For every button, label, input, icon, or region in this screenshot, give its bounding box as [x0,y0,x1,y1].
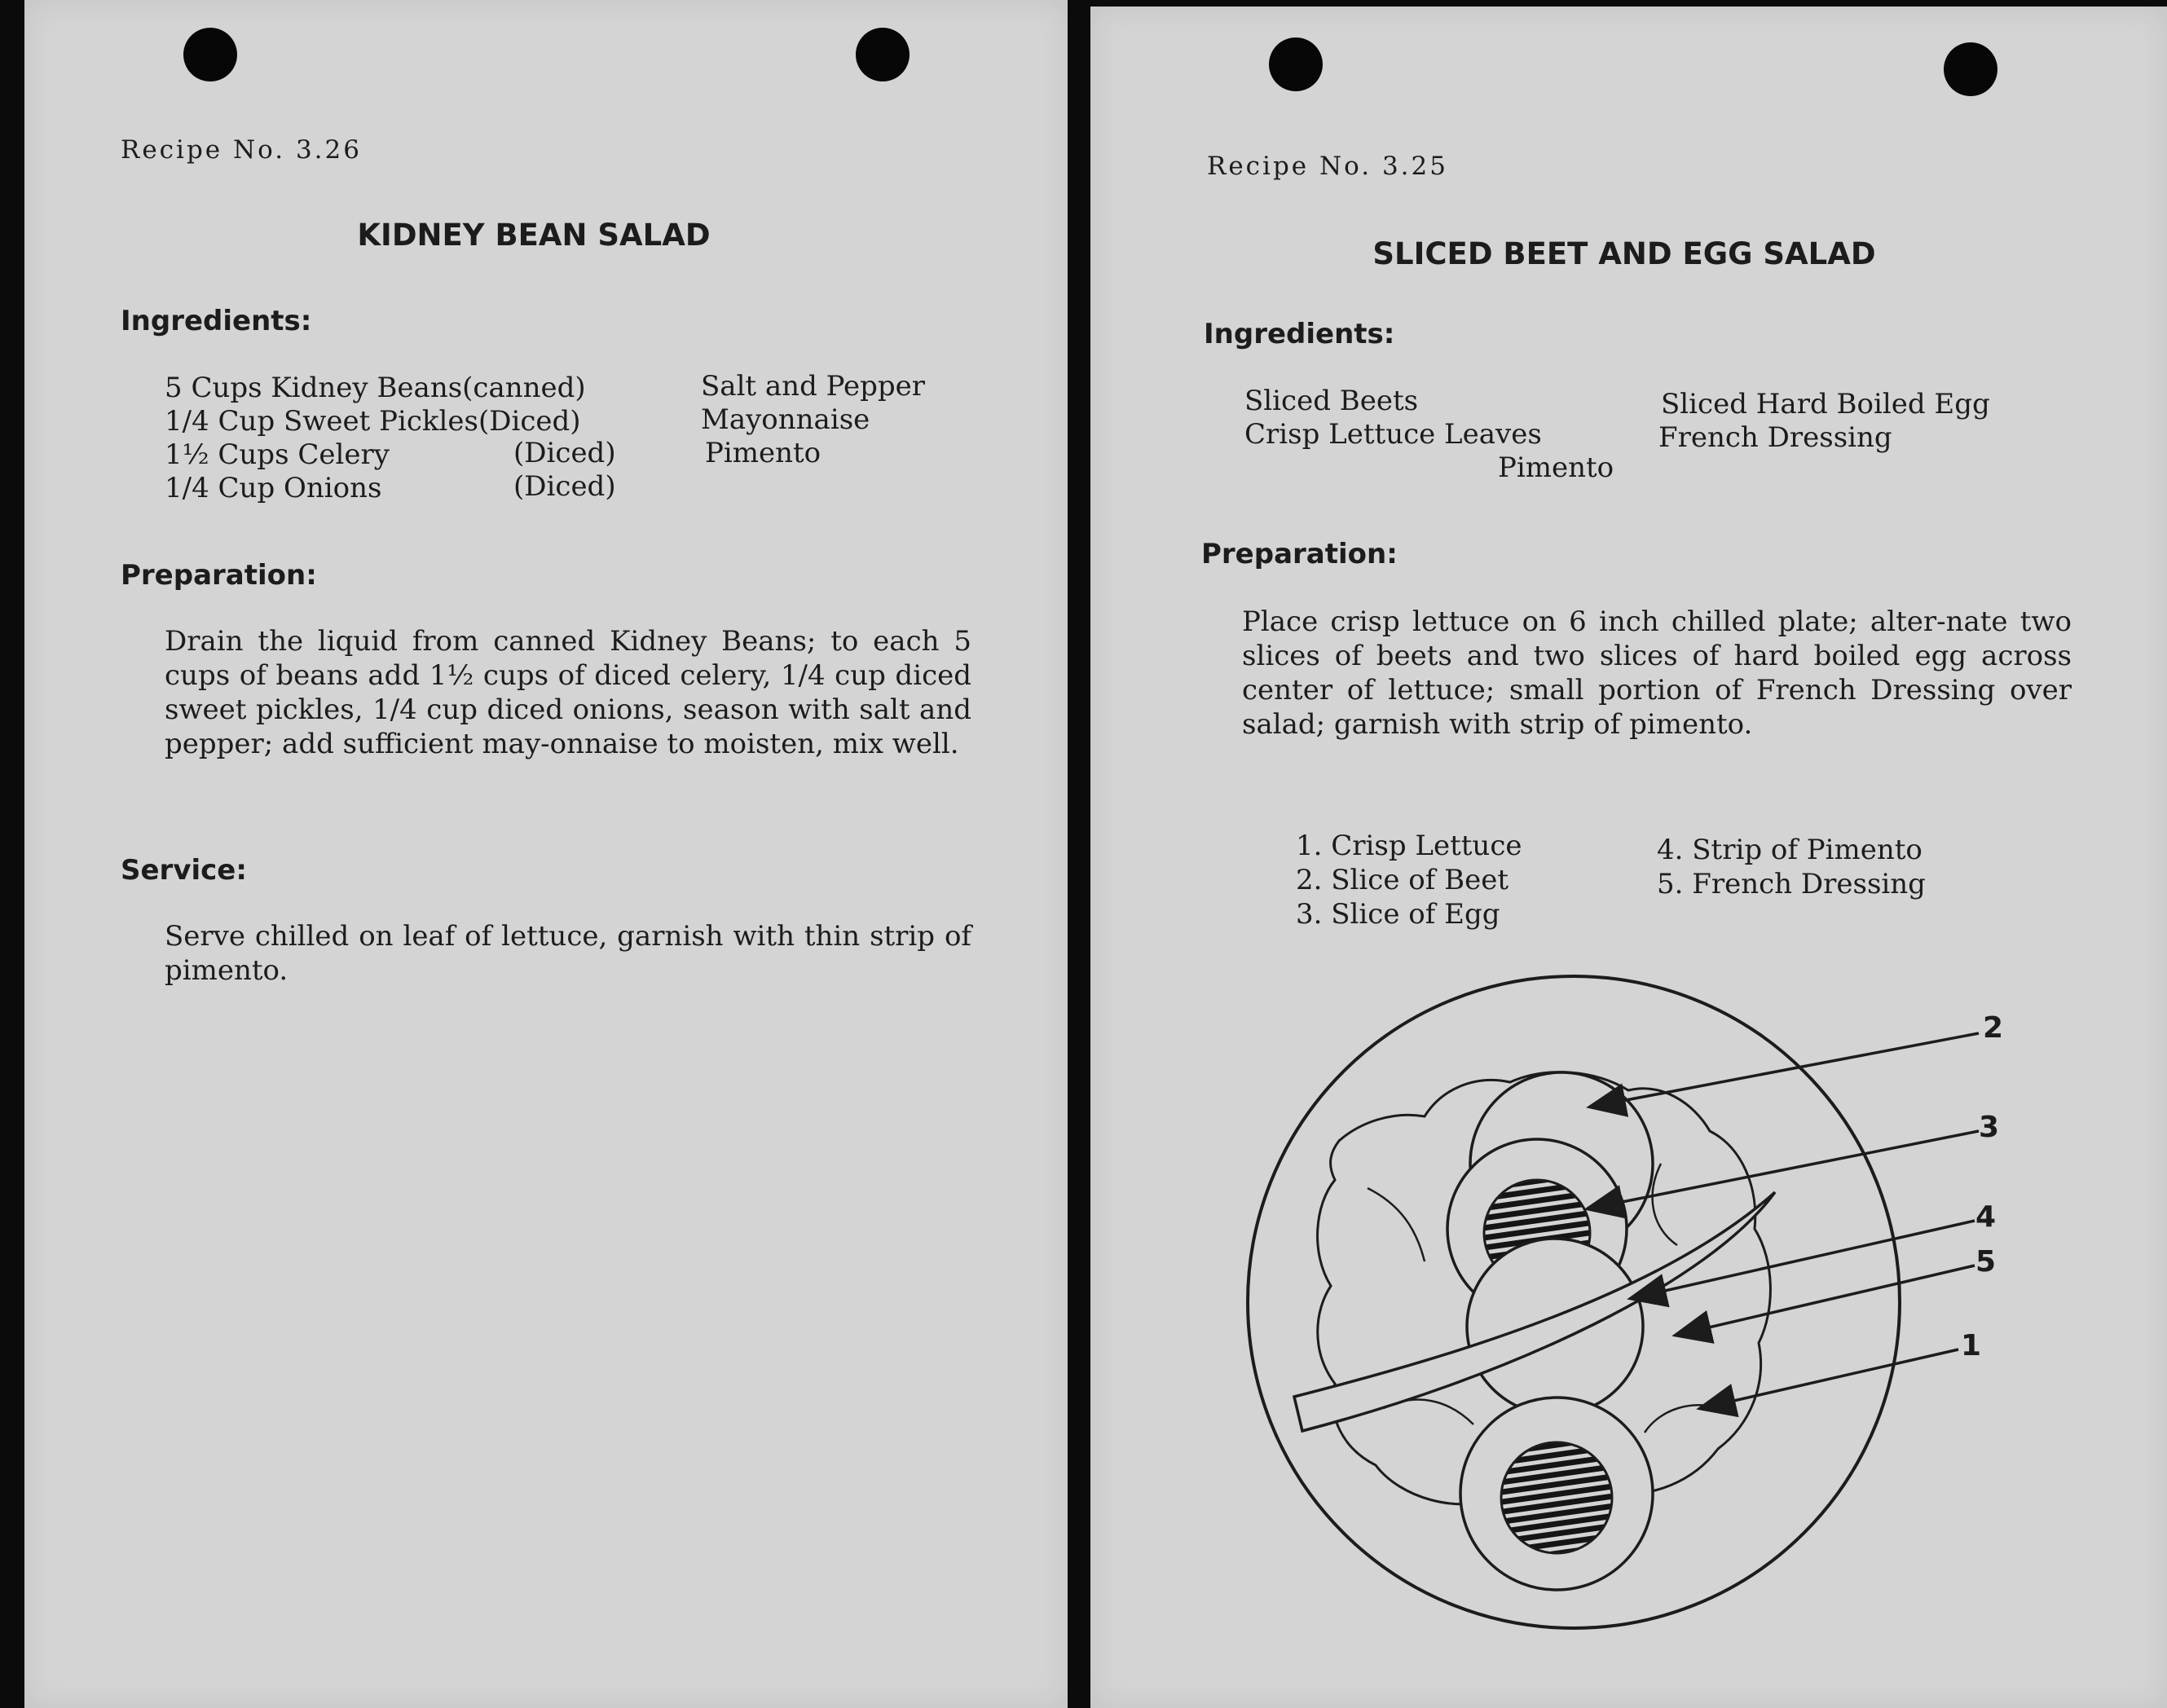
ingredient-item: Pimento [1498,451,1614,484]
legend-item: 4. Strip of Pimento [1657,834,1923,866]
ingredient-item: Pimento [705,437,821,469]
service-heading: Service: [121,854,247,887]
beet-center-bottom [1501,1442,1612,1553]
ingredient-item: Salt and Pepper [701,370,926,403]
service-text: Serve chilled on leaf of lettuce, garnish with thin strip of pimento. [165,920,971,987]
ingredient-item: Sliced Hard Boiled Egg [1661,388,1990,420]
ingredient-item: French Dressing [1658,421,1892,454]
legend-item: 2. Slice of Beet [1296,864,1509,896]
preparation-heading: Preparation: [121,559,317,592]
preparation-text: Drain the liquid from canned Kidney Beans; to each 5 cups of beans add 1½ cups of diced celery, 1/4 cup diced sweet pickles, 1/4 cup diced onions, season with salt and pepper; add sufficient may-onnaise to moisten, mix well. [165,625,971,760]
punch-hole-left [183,28,237,81]
callout-line-5 [1677,1266,1975,1335]
recipe-card-kidney-bean-salad [24,0,1068,1708]
callout-label-3: 3 [1979,1111,2000,1144]
preparation-text: Place crisp lettuce on 6 inch chilled plate; alter-nate two slices of beets and two slices of hard boiled egg across center of lettuce; small portion of French Dressing over salad; garnish with strip of pimento. [1242,605,2072,741]
ingredient-item: Crisp Lettuce Leaves [1244,418,1542,451]
recipe-title: SLICED BEET AND EGG SALAD [1372,236,1876,271]
callout-label-1: 1 [1961,1329,1982,1362]
ingredient-item: 5 Cups Kidney Beans(canned) [165,372,586,404]
recipe-number: Recipe No. 3.25 [1207,152,1448,181]
recipe-title: KIDNEY BEAN SALAD [357,218,711,253]
ingredient-item: 1/4 Cup Onions [165,472,382,504]
recipe-card-sliced-beet-and-egg-salad [1090,7,2167,1708]
recipe-number: Recipe No. 3.26 [121,135,362,165]
salad-plate-diagram [1090,7,2167,1708]
callout-line-1 [1702,1349,1958,1408]
callout-label-2: 2 [1983,1011,2004,1045]
callout-label-5: 5 [1975,1245,1997,1279]
legend-item: 3. Slice of Egg [1296,898,1500,931]
ingredient-note: (Diced) [513,470,616,503]
punch-hole-right [856,28,910,81]
legend-item: 1. Crisp Lettuce [1296,830,1522,862]
ingredient-note: (Diced) [513,437,616,469]
callout-label-4: 4 [1975,1200,1997,1234]
ingredients-heading: Ingredients: [121,305,312,337]
legend-item: 5. French Dressing [1657,868,1926,900]
preparation-heading: Preparation: [1201,538,1398,570]
ingredient-item: Mayonnaise [701,403,870,436]
ingredients-heading: Ingredients: [1204,318,1395,350]
ingredient-item: Sliced Beets [1244,385,1419,417]
ingredient-item: 1/4 Cup Sweet Pickles(Diced) [165,405,581,438]
callout-line-2 [1592,1033,1979,1107]
ingredient-item: 1½ Cups Celery [165,438,390,471]
